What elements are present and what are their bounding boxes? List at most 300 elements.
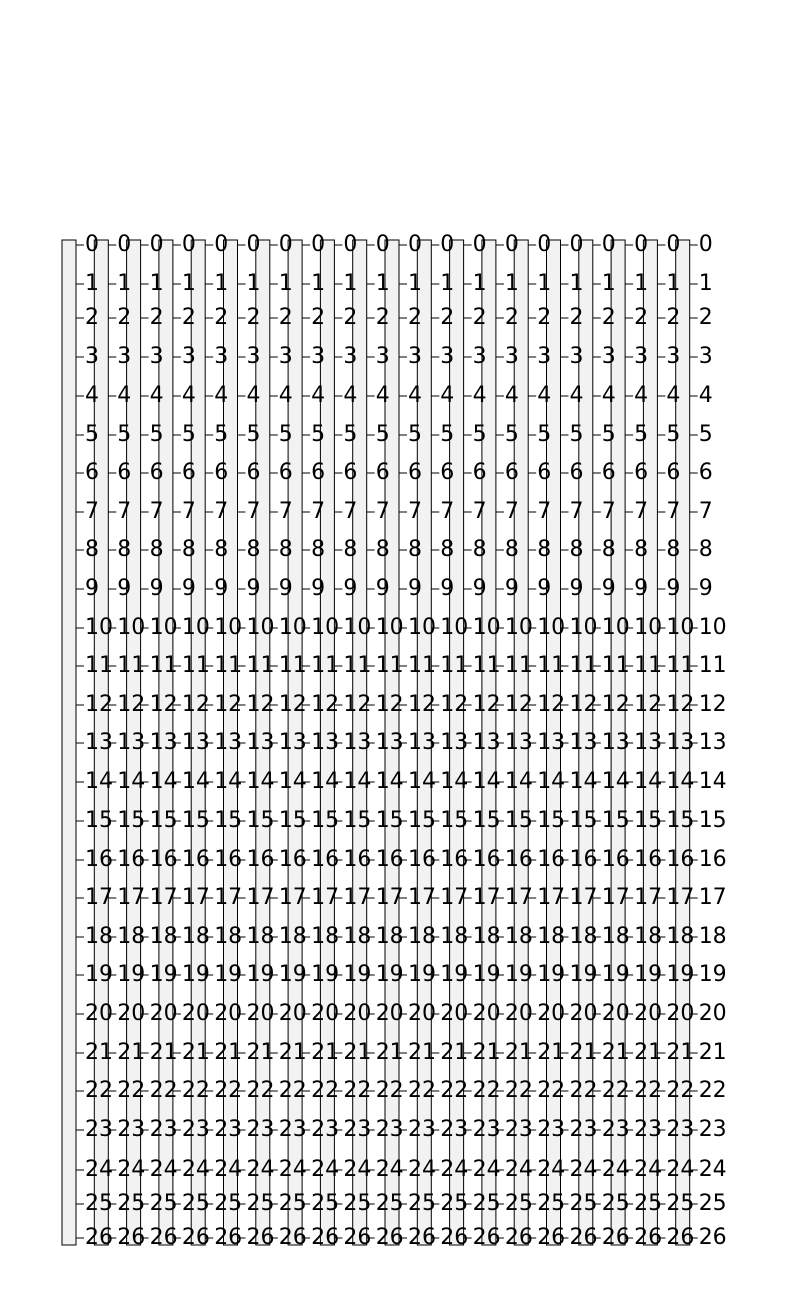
tick-label: 14	[537, 769, 566, 794]
tick-label: 9	[311, 576, 326, 601]
tick-label: 20	[85, 1001, 113, 1026]
tick-label: 16	[504, 847, 533, 872]
tick-label: 25	[666, 1191, 695, 1216]
tick-label: 5	[149, 422, 164, 447]
tick-label: 11	[311, 653, 340, 678]
tick-label: 24	[181, 1157, 210, 1182]
tick-label: 15	[601, 808, 630, 833]
tick-label: 12	[181, 692, 210, 717]
tick-label: 3	[698, 344, 713, 369]
tick-label: 20	[666, 1001, 695, 1026]
tick-label: 16	[569, 847, 598, 872]
tick-label: 9	[246, 576, 261, 601]
tick-label: 22	[311, 1078, 340, 1103]
tick-label: 25	[569, 1191, 598, 1216]
tick-label: 10	[278, 615, 307, 640]
tick-label: 9	[666, 576, 681, 601]
tick-label: 11	[181, 653, 210, 678]
tick-label: 4	[537, 383, 552, 408]
tick-label: 0	[311, 232, 326, 257]
tick-label: 26	[537, 1225, 566, 1250]
tick-label: 5	[311, 422, 326, 447]
tick-label: 15	[343, 808, 372, 833]
tick-label: 14	[278, 769, 307, 794]
tick-label: 12	[569, 692, 598, 717]
tick-label: 16	[634, 847, 663, 872]
tick-label: 17	[504, 885, 533, 910]
tick-label: 19	[537, 962, 566, 987]
tick-label: 10	[504, 615, 533, 640]
tick-label: 25	[375, 1191, 404, 1216]
tick-label: 0	[149, 232, 164, 257]
tick-label: 18	[343, 924, 372, 949]
tick-label: 17	[278, 885, 307, 910]
tick-label: 20	[117, 1001, 146, 1026]
tick-label: 14	[698, 769, 727, 794]
tick-label: 21	[85, 1040, 113, 1065]
tick-label: 14	[85, 769, 113, 794]
tick-label: 3	[117, 344, 132, 369]
tick-label: 19	[666, 962, 695, 987]
tick-label: 2	[537, 305, 552, 330]
tick-label: 6	[278, 460, 293, 485]
tick-label: 18	[246, 924, 275, 949]
tick-label: 12	[375, 692, 404, 717]
tick-label: 16	[601, 847, 630, 872]
tick-label: 16	[537, 847, 566, 872]
tick-label: 12	[440, 692, 469, 717]
tick-label: 10	[181, 615, 210, 640]
tick-label: 18	[311, 924, 340, 949]
tick-label: 24	[408, 1157, 436, 1182]
tick-label: 6	[634, 460, 649, 485]
tick-label: 23	[472, 1117, 501, 1142]
tick-label: 2	[311, 305, 326, 330]
tick-label: 0	[181, 232, 196, 257]
tick-label: 17	[601, 885, 630, 910]
tick-label: 18	[601, 924, 630, 949]
tick-label: 24	[85, 1157, 113, 1182]
tick-label: 26	[408, 1225, 436, 1250]
tick-label: 2	[666, 305, 681, 330]
tick-label: 13	[472, 730, 501, 755]
tick-label: 16	[181, 847, 210, 872]
tick-label: 3	[214, 344, 229, 369]
tick-label: 17	[181, 885, 210, 910]
tick-label: 9	[278, 576, 293, 601]
tick-label: 2	[472, 305, 487, 330]
tick-label: 20	[634, 1001, 663, 1026]
tick-label: 8	[472, 537, 487, 562]
tick-label: 11	[149, 653, 178, 678]
tick-label: 18	[85, 924, 113, 949]
tick-label: 18	[408, 924, 436, 949]
tick-label: 4	[311, 383, 326, 408]
tick-label: 3	[375, 344, 390, 369]
tick-label: 14	[149, 769, 178, 794]
tick-label: 19	[214, 962, 243, 987]
tick-label: 2	[214, 305, 229, 330]
tick-label: 1	[278, 271, 293, 296]
tick-label: 4	[375, 383, 390, 408]
tick-label: 7	[569, 499, 584, 524]
tick-label: 22	[246, 1078, 275, 1103]
tick-label: 19	[117, 962, 146, 987]
tick-label: 8	[408, 537, 422, 562]
tick-label: 21	[472, 1040, 501, 1065]
tick-label: 12	[408, 692, 436, 717]
tick-label: 22	[117, 1078, 146, 1103]
tick-label: 17	[537, 885, 566, 910]
tick-label: 0	[117, 232, 132, 257]
tick-label: 3	[85, 344, 99, 369]
tick-label: 6	[214, 460, 229, 485]
tick-label: 19	[278, 962, 307, 987]
tick-label: 13	[537, 730, 566, 755]
tick-label: 25	[537, 1191, 566, 1216]
tick-label: 18	[149, 924, 178, 949]
tick-label: 24	[666, 1157, 695, 1182]
tick-label: 19	[440, 962, 469, 987]
tick-label: 9	[440, 576, 455, 601]
tick-label: 19	[569, 962, 598, 987]
tick-label: 15	[214, 808, 243, 833]
tick-label: 10	[149, 615, 178, 640]
tick-label: 13	[408, 730, 436, 755]
tick-label: 8	[85, 537, 99, 562]
tick-label: 8	[117, 537, 132, 562]
tick-label: 5	[181, 422, 196, 447]
tick-label: 10	[634, 615, 663, 640]
tick-label: 23	[408, 1117, 436, 1142]
tick-label: 7	[634, 499, 649, 524]
tick-label: 10	[375, 615, 404, 640]
tick-label: 19	[181, 962, 210, 987]
tick-label: 21	[311, 1040, 340, 1065]
tick-label: 10	[440, 615, 469, 640]
tick-label: 10	[117, 615, 146, 640]
tick-label: 19	[311, 962, 340, 987]
tick-label: 15	[85, 808, 113, 833]
tick-label: 12	[149, 692, 178, 717]
tick-label: 7	[698, 499, 713, 524]
tick-label: 5	[440, 422, 455, 447]
tick-label: 14	[440, 769, 469, 794]
tick-label: 8	[181, 537, 196, 562]
tick-label: 5	[278, 422, 293, 447]
tick-label: 22	[214, 1078, 243, 1103]
tick-label: 9	[85, 576, 99, 601]
tick-label: 5	[504, 422, 519, 447]
tick-label: 25	[117, 1191, 146, 1216]
tick-label: 26	[634, 1225, 663, 1250]
tick-label: 13	[504, 730, 533, 755]
tick-label: 20	[472, 1001, 501, 1026]
tick-label: 14	[569, 769, 598, 794]
tick-label: 21	[375, 1040, 404, 1065]
tick-label: 23	[214, 1117, 243, 1142]
tick-label: 6	[569, 460, 584, 485]
tick-label: 4	[569, 383, 584, 408]
tick-label: 7	[504, 499, 519, 524]
tick-label: 9	[375, 576, 390, 601]
tick-label: 4	[472, 383, 487, 408]
tick-label: 1	[601, 271, 616, 296]
tick-label: 10	[698, 615, 727, 640]
tick-label: 22	[634, 1078, 663, 1103]
tick-label: 1	[569, 271, 584, 296]
tick-label: 25	[472, 1191, 501, 1216]
tick-label: 1	[375, 271, 390, 296]
tick-label: 3	[408, 344, 422, 369]
tick-label: 1	[537, 271, 552, 296]
tick-label: 26	[117, 1225, 146, 1250]
tick-label: 22	[504, 1078, 533, 1103]
tick-label: 22	[343, 1078, 372, 1103]
tick-label: 1	[504, 271, 519, 296]
tick-label: 16	[440, 847, 469, 872]
tick-label: 15	[246, 808, 275, 833]
tick-label: 12	[343, 692, 372, 717]
tick-label: 1	[666, 271, 681, 296]
tick-label: 1	[117, 271, 132, 296]
tick-label: 25	[440, 1191, 469, 1216]
tick-label: 24	[278, 1157, 307, 1182]
tick-label: 10	[601, 615, 630, 640]
tick-label: 11	[343, 653, 372, 678]
tick-label: 18	[698, 924, 727, 949]
tick-label: 2	[440, 305, 455, 330]
tick-label: 4	[440, 383, 455, 408]
tick-label: 8	[634, 537, 649, 562]
tick-label: 17	[569, 885, 598, 910]
tick-label: 4	[634, 383, 649, 408]
tick-label: 8	[504, 537, 519, 562]
tick-label: 7	[666, 499, 681, 524]
tick-label: 25	[504, 1191, 533, 1216]
tick-label: 4	[214, 383, 229, 408]
tick-label: 14	[343, 769, 372, 794]
tick-label: 24	[149, 1157, 178, 1182]
tick-label: 23	[181, 1117, 210, 1142]
tick-label: 11	[504, 653, 533, 678]
tick-label: 24	[698, 1157, 727, 1182]
tick-label: 0	[569, 232, 584, 257]
tick-label: 4	[149, 383, 164, 408]
tick-label: 26	[569, 1225, 598, 1250]
tick-label: 24	[569, 1157, 598, 1182]
tick-label: 11	[601, 653, 630, 678]
tick-label: 5	[408, 422, 422, 447]
tick-label: 26	[504, 1225, 533, 1250]
tick-label: 25	[246, 1191, 275, 1216]
tick-label: 6	[375, 460, 390, 485]
tick-label: 4	[246, 383, 261, 408]
tick-label: 25	[601, 1191, 630, 1216]
tick-label: 2	[278, 305, 293, 330]
tick-label: 13	[85, 730, 113, 755]
tick-label: 0	[472, 232, 487, 257]
tick-label: 26	[311, 1225, 340, 1250]
tick-label: 21	[181, 1040, 210, 1065]
tick-label: 15	[149, 808, 178, 833]
tick-label: 23	[537, 1117, 566, 1142]
tick-label: 21	[440, 1040, 469, 1065]
tick-label: 20	[601, 1001, 630, 1026]
tick-label: 15	[569, 808, 598, 833]
tick-label: 16	[408, 847, 436, 872]
tick-label: 20	[569, 1001, 598, 1026]
tick-label: 18	[440, 924, 469, 949]
tick-label: 1	[472, 271, 487, 296]
tick-label: 26	[375, 1225, 404, 1250]
tick-label: 24	[440, 1157, 469, 1182]
tick-label: 8	[666, 537, 681, 562]
tick-label: 3	[504, 344, 519, 369]
tick-label: 21	[408, 1040, 436, 1065]
tick-label: 12	[278, 692, 307, 717]
tick-label: 16	[311, 847, 340, 872]
tick-label: 24	[375, 1157, 404, 1182]
tick-label: 2	[149, 305, 164, 330]
tick-label: 13	[634, 730, 663, 755]
tick-label: 9	[181, 576, 196, 601]
tick-label: 22	[278, 1078, 307, 1103]
tick-label: 23	[666, 1117, 695, 1142]
tick-label: 17	[440, 885, 469, 910]
tick-label: 10	[214, 615, 243, 640]
tick-label: 6	[440, 460, 455, 485]
tick-label: 12	[634, 692, 663, 717]
tick-label: 24	[311, 1157, 340, 1182]
tick-label: 17	[246, 885, 275, 910]
tick-label: 18	[504, 924, 533, 949]
tick-label: 0	[408, 232, 422, 257]
tick-label: 22	[375, 1078, 404, 1103]
tick-label: 21	[569, 1040, 598, 1065]
tick-label: 15	[440, 808, 469, 833]
tick-label: 9	[117, 576, 132, 601]
tick-label: 19	[149, 962, 178, 987]
tick-label: 16	[117, 847, 146, 872]
tick-label: 10	[311, 615, 340, 640]
tick-label: 6	[504, 460, 519, 485]
tick-label: 13	[666, 730, 695, 755]
tick-label: 2	[85, 305, 99, 330]
tick-label: 15	[181, 808, 210, 833]
tick-label: 14	[408, 769, 436, 794]
tick-label: 6	[698, 460, 713, 485]
tick-label: 8	[601, 537, 616, 562]
tick-labels	[85, 232, 727, 1250]
tick-label: 21	[278, 1040, 307, 1065]
tick-label: 7	[440, 499, 455, 524]
tick-label: 6	[343, 460, 358, 485]
tick-label: 14	[214, 769, 243, 794]
tick-label: 3	[181, 344, 196, 369]
tick-label: 21	[214, 1040, 243, 1065]
tick-label: 13	[440, 730, 469, 755]
tick-label: 13	[375, 730, 404, 755]
tick-label: 0	[246, 232, 261, 257]
tick-label: 10	[246, 615, 275, 640]
tick-label: 1	[181, 271, 196, 296]
tick-label: 11	[278, 653, 307, 678]
tick-label: 26	[278, 1225, 307, 1250]
tick-label: 2	[569, 305, 584, 330]
tick-label: 24	[117, 1157, 146, 1182]
tick-label: 23	[634, 1117, 663, 1142]
tick-label: 10	[472, 615, 501, 640]
tick-label: 23	[117, 1117, 146, 1142]
tick-label: 22	[569, 1078, 598, 1103]
tick-label: 8	[375, 537, 390, 562]
tick-label: 7	[472, 499, 487, 524]
tick-label: 10	[537, 615, 566, 640]
tick-label: 21	[537, 1040, 566, 1065]
tick-label: 8	[569, 537, 584, 562]
tick-label: 18	[569, 924, 598, 949]
tick-label: 17	[85, 885, 113, 910]
tick-label: 3	[634, 344, 649, 369]
tick-label: 7	[537, 499, 552, 524]
tick-label: 6	[408, 460, 422, 485]
tick-label: 14	[375, 769, 404, 794]
tick-label: 24	[634, 1157, 663, 1182]
tick-label: 18	[214, 924, 243, 949]
tick-label: 5	[343, 422, 358, 447]
tick-label: 9	[569, 576, 584, 601]
tick-label: 21	[343, 1040, 372, 1065]
tick-label: 1	[311, 271, 326, 296]
tick-label: 11	[634, 653, 663, 678]
tick-label: 18	[375, 924, 404, 949]
tick-label: 0	[440, 232, 455, 257]
tick-label: 5	[117, 422, 132, 447]
tick-label: 21	[698, 1040, 727, 1065]
tick-label: 1	[246, 271, 261, 296]
tick-label: 25	[181, 1191, 210, 1216]
tick-label: 7	[278, 499, 293, 524]
tick-label: 20	[375, 1001, 404, 1026]
tick-label: 11	[246, 653, 275, 678]
tick-label: 9	[601, 576, 616, 601]
tick-label: 19	[472, 962, 501, 987]
tick-label: 25	[634, 1191, 663, 1216]
tick-label: 14	[601, 769, 630, 794]
tick-label: 0	[278, 232, 293, 257]
tick-label: 9	[537, 576, 552, 601]
tick-label: 9	[149, 576, 164, 601]
tick-label: 19	[601, 962, 630, 987]
tick-label: 17	[149, 885, 178, 910]
tick-label: 26	[666, 1225, 695, 1250]
tick-label: 2	[375, 305, 390, 330]
tick-label: 21	[634, 1040, 663, 1065]
tick-label: 1	[214, 271, 229, 296]
tick-label: 13	[278, 730, 307, 755]
tick-label: 3	[601, 344, 616, 369]
tick-label: 22	[666, 1078, 695, 1103]
tick-label: 1	[149, 271, 164, 296]
tick-label: 23	[698, 1117, 727, 1142]
tick-label: 15	[117, 808, 146, 833]
tick-label: 14	[246, 769, 275, 794]
tick-label: 17	[311, 885, 340, 910]
tick-label: 4	[117, 383, 132, 408]
tick-label: 24	[537, 1157, 566, 1182]
tick-label: 24	[343, 1157, 372, 1182]
